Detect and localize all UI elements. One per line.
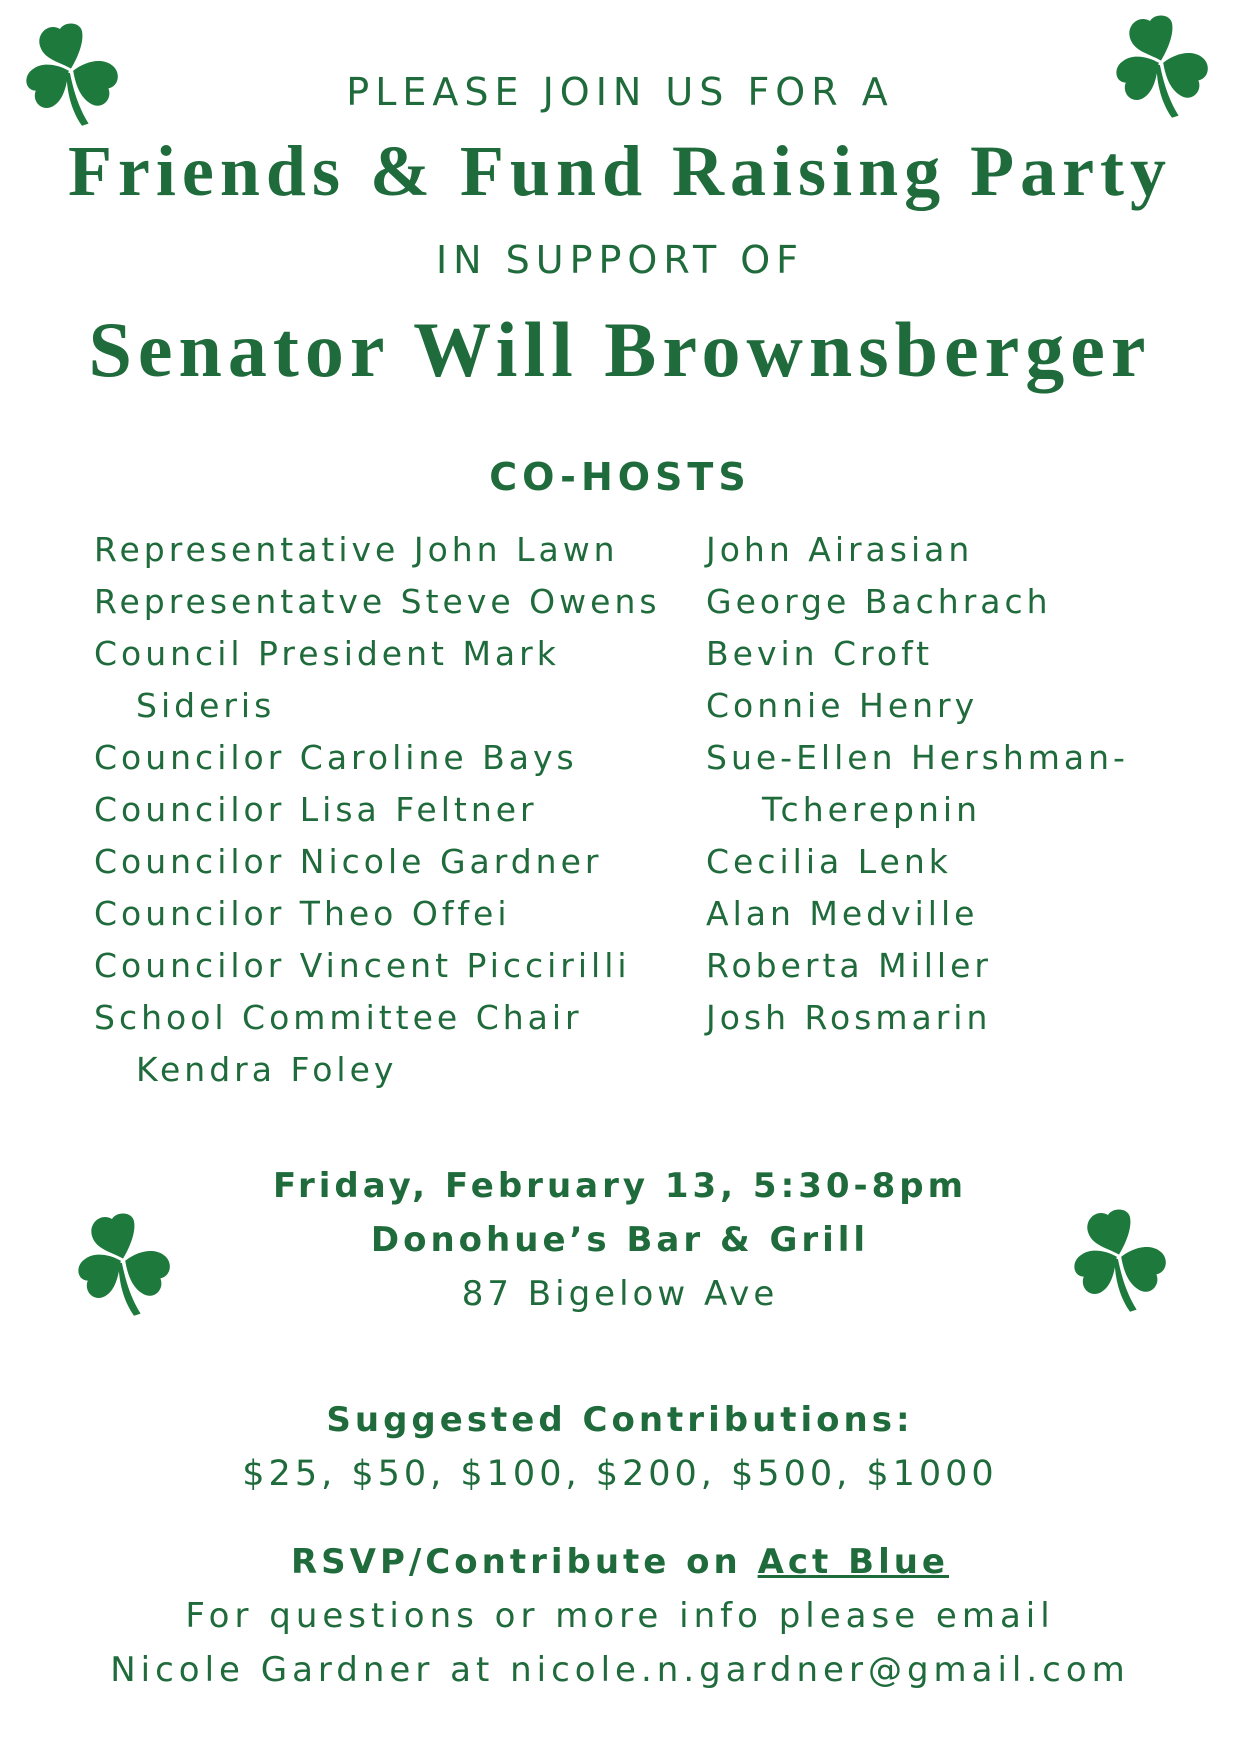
cohosts-list-left [94,524,694,1096]
cohost-item: George Bachrach [706,582,1052,621]
cohost-item: Councilor Caroline Bays [94,738,578,777]
rsvp-line [0,1542,1240,1582]
contribution-amounts: $25, $50, $100, $200, $500, $1000 [242,1454,998,1494]
cohosts-list-right [706,524,1206,1044]
rsvp-prefix: RSVP/Contribute on [290,1542,758,1582]
cohost-item: Council President Mark Sideris [94,634,560,725]
cohost-item: John Airasian [706,530,974,569]
event-venue: Donohue’s Bar & Grill [370,1220,870,1260]
cohost-item: Representatve Steve Owens [94,582,661,621]
cohost-item: Councilor Lisa Feltner [94,790,538,829]
cohosts-heading: CO-HOSTS [489,455,751,499]
cohost-item: Councilor Theo Offei [94,894,511,933]
cohost-item: Bevin Croft [706,634,934,673]
event-date-time: Friday, February 13, 5:30-8pm [272,1166,968,1206]
cohost-item: Representative John Lawn [94,530,619,569]
cohost-item: Councilor Vincent Piccirilli [94,946,631,985]
contributions-heading: Suggested Contributions: [326,1400,914,1440]
cohost-item: Josh Rosmarin [706,998,992,1037]
cohost-item: School Committee Chair Kendra Foley [94,998,583,1089]
info-text: For questions or more info please email [185,1596,1055,1636]
cohost-item: Sue-Ellen Hershman-Tcherepnin [706,738,1129,829]
contact-text: Nicole Gardner at nicole.n.gardner@gmail.com [110,1650,1130,1690]
event-address: 87 Bigelow Ave [461,1274,779,1314]
event-title: Friends & Fund Raising Party [67,131,1173,211]
cohost-item: Councilor Nicole Gardner [94,842,603,881]
cohost-item: Connie Henry [706,686,979,725]
candidate-name: Senator Will Brownsberger [88,306,1152,393]
act-blue-link[interactable]: Act Blue [757,1542,949,1582]
intro-text: PLEASE JOIN US FOR A [346,70,894,114]
cohost-item: Roberta Miller [706,946,992,985]
cohost-item: Cecilia Lenk [706,842,952,881]
support-text: IN SUPPORT OF [435,238,805,282]
cohost-item: Alan Medville [706,894,979,933]
